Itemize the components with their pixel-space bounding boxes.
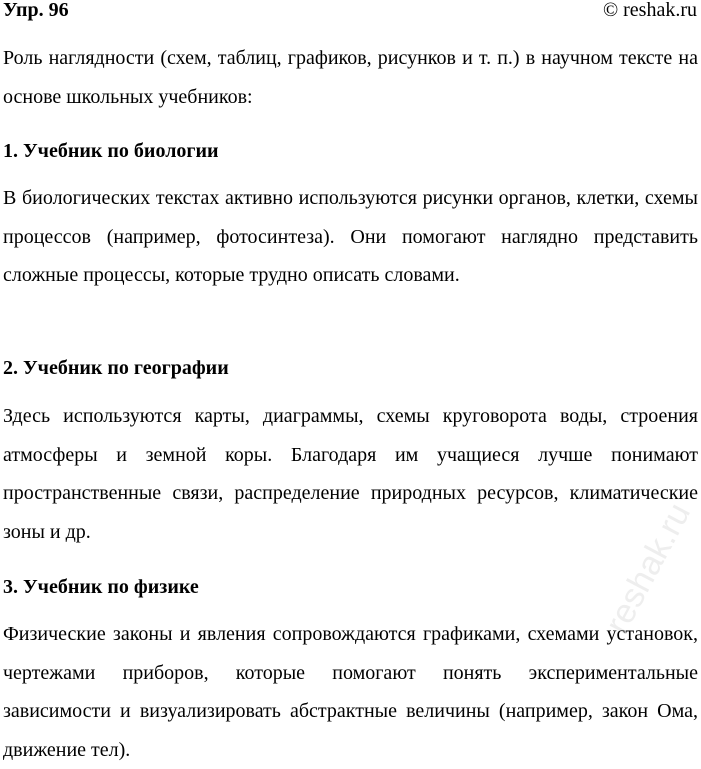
intro-paragraph: Роль наглядности (схем, таблиц, графиков, рисунков и т. п.) в научном тексте на основе школьных учебников:: [3, 47, 698, 108]
section-heading-geography: 2. Учебник по географии: [3, 357, 229, 379]
exercise-number: Упр. 96: [3, 0, 69, 21]
section-text-geography: Здесь используются карты, диаграммы, схемы круговорота воды, строения атмосферы и земной коры. Благодаря им учащиеся лучше понимают пространственные связи, распределение природных ресурсов, климатические зоны и др.: [3, 405, 698, 543]
watermark: reshak.ru: [598, 496, 699, 640]
section-heading-physics: 3. Учебник по физике: [3, 576, 199, 598]
source-label: © reshak.ru: [602, 0, 697, 21]
section-text-biology: В биологических текстах активно используются рисунки органов, клетки, схемы процессов (например, фотосинтеза). Они помогают наглядно представить сложные процессы, которые трудно описать словами.: [3, 187, 698, 286]
section-text-physics: Физические законы и явления сопровождаются графиками, схемами установок, чертежами приборов, которые помогают понять экспериментальные зависимости и визуализировать абстрактные величины (например, закон Ома, движение тел).: [3, 623, 698, 761]
section-heading-biology: 1. Учебник по биологии: [3, 140, 219, 162]
